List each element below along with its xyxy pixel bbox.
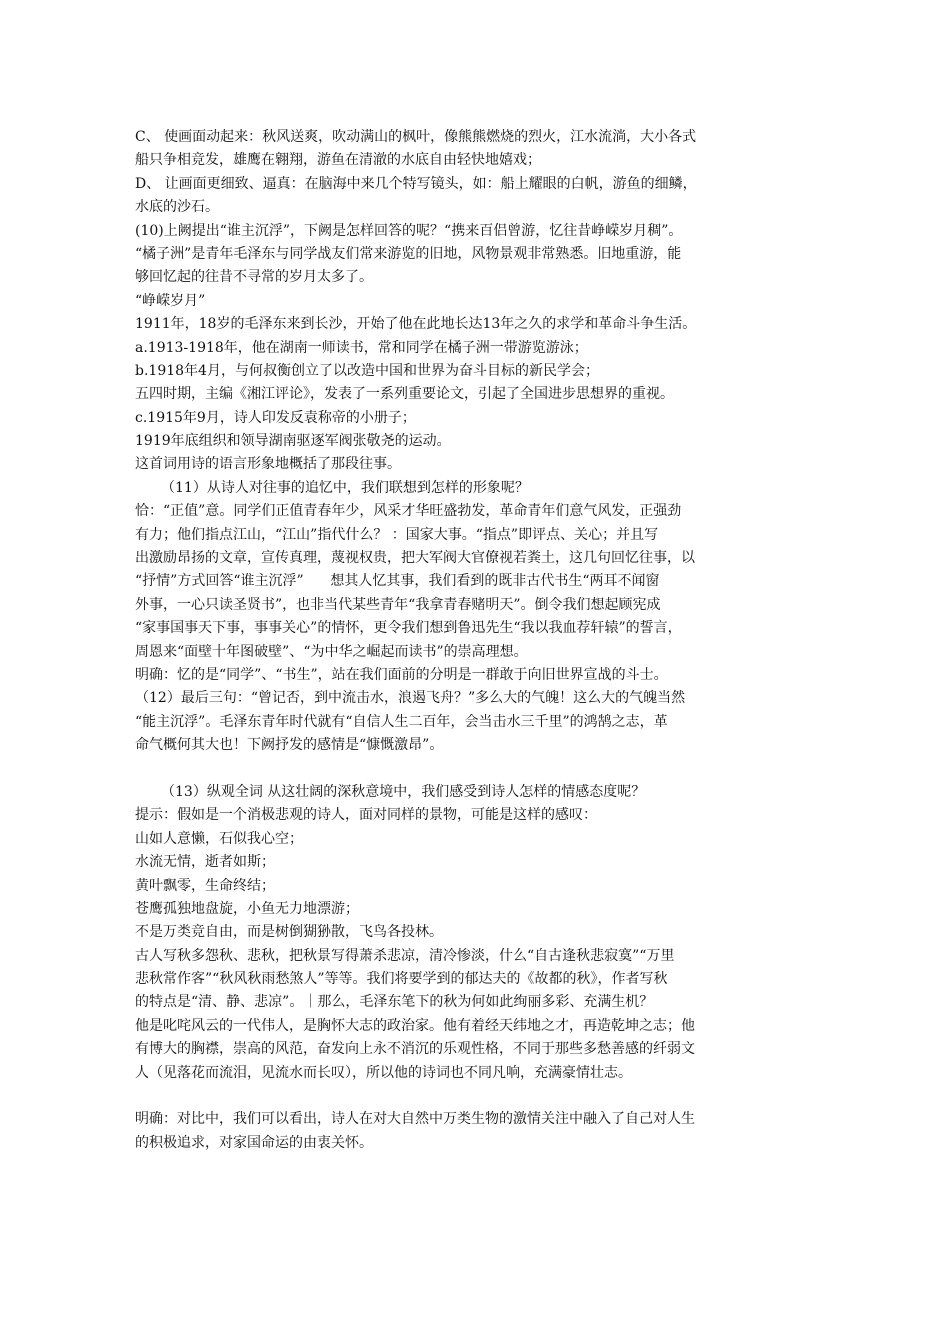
text-line: b.1918年4月，与何叔衡创立了以改造中国和世界为奋斗目标的新民学会； [135,362,599,379]
text-line: 的积极追求，对家国命运的由衷关怀。 [135,1134,373,1151]
text-line: 五四时期，主编《湘江评论》，发表了一系列重要论文，引起了全国进步思想界的重视。 [135,386,674,403]
text-line: (10)上阙提出“谁主沉浮”，下阙是怎样回答的呢？“携来百侣曾游，忆往昔峥嵘岁月稠”。 [135,222,683,239]
text-line: 1919年底组织和领导湖南驱逐军阀张敬尧的运动。 [135,433,451,450]
text-line: 水底的沙石。 [135,199,219,216]
text-line: 提示：假如是一个消极悲观的诗人，面对同样的景物，可能是这样的感叹： [135,807,597,824]
text-line: 苍鹰孤独地盘旋，小鱼无力地漂游； [135,900,359,917]
text-line [135,758,825,781]
text-line: 黄叶飘零，生命终结； [135,877,275,894]
text-line: 1911年，18岁的毛泽东来到长沙，开始了他在此地长达13年之久的求学和革命斗争生活。 [135,316,697,333]
text-line: 明确：忆的是“同学”、“书生”，站在我们面前的分明是一群敢于向旧世界宣战的斗士。 [135,666,668,683]
text-line: 水流无情，逝者如斯； [135,854,275,871]
text-line: c.1915年9月，诗人印发反袁称帝的小册子； [135,409,416,426]
text-line: 外事，一心只读圣贤书”，也非当代某些青年“我拿青春赌明天”。倒令我们想起顾宪成 [135,596,661,613]
text-line: 古人写秋多怨秋、悲秋，把秋景写得萧杀悲凉，清冷惨淡，什么“自古逢秋悲寂寞”“万里 [135,947,675,964]
text-line: “抒情”方式回答“谁主沉浮” 想其人忆其事，我们看到的既非古代书生“两耳不闻窗 [135,573,660,590]
text-line: （12）最后三句：“曾记否，到中流击水，浪遏飞舟？”多么大的气魄！这么大的气魄当然 [135,690,686,707]
text-line: 不是万类竞自由，而是树倒猢狲散，飞鸟各投林。 [135,924,443,941]
text-line: 命气概何其大也！下阙抒发的感情是“慷慨激昂”。 [135,737,444,754]
text-line: （11）从诗人对往事的追忆中，我们联想到怎样的形象呢？ [161,479,529,496]
text-line: a.1913-1918年，他在湖南一师读书，常和同学在橘子洲一带游览游泳； [135,339,588,356]
text-line: 悲秋常作客”“秋风秋雨愁煞人”等等。我们将要学到的郁达夫的《故都的秋》，作者写秋 [135,971,668,988]
text-line: “橘子洲”是青年毛泽东与同学战友们常来游览的旧地，风物景观非常熟悉。旧地重游，能 [135,245,682,262]
text-line [135,1085,825,1108]
text-line: “峥嵘岁月” [135,292,206,309]
text-line: 出激励昂扬的文章，宣传真理，蔑视权贵，把大军阀大官僚视若粪土，这几句回忆往事，以 [135,550,695,567]
text-line: “家事国事天下事，事事关心”的情怀，更令我们想到鲁迅先生“我以我血荐轩辕”的誓言， [135,620,682,637]
text-line: 人（见落花而流泪，见流水而长叹），所以他的诗词也不同凡响，充满豪情壮志。 [135,1064,632,1081]
text-line: 的特点是“清、静、悲凉”。｜那么，毛泽东笔下的秋为何如此绚丽多彩、充满生机？ [135,994,654,1011]
text-line: 这首词用诗的语言形象地概括了那段往事。 [135,456,401,473]
text-line: 够回忆起的往昔不寻常的岁月太多了。 [135,269,373,286]
text-line: 明确：对比中，我们可以看出，诗人在对大自然中万类生物的激情关注中融入了自己对人生 [135,1111,695,1128]
text-line: “能主沉浮”。毛泽东青年时代就有“自信人生二百年，会当击水三千里”的鸿鹄之志，革 [135,713,668,730]
text-line: 有力；他们指点江山，“江山”指代什么？ ：国家大事。“指点”即评点、关心；并且写 [135,526,659,543]
text-line: 周恩来“面壁十年图破壁”、“为中华之崛起而读书”的崇高理想。 [135,643,528,660]
text-line: 他是叱咤风云的一代伟人，是胸怀大志的政治家。他有着经天纬地之才，再造乾坤之志；他 [135,1017,695,1034]
text-line: （13）纵观全词 从这壮阔的深秋意境中，我们感受到诗人怎样的情感态度呢？ [161,783,646,800]
text-line: 船只争相竞发，雄鹰在翱翔，游鱼在清澈的水底自由轻快地嬉戏； [135,152,541,169]
text-line: C、 使画面动起来：秋风送爽，吹动满山的枫叶，像熊熊燃烧的烈火，江水流淌，大小各式 [135,129,697,145]
text-line: 山如人意懒，石似我心空； [135,830,303,847]
text-line: 有博大的胸襟，崇高的风范，奋发向上永不消沉的乐观性格，不同于那些多愁善感的纤弱文 [135,1041,695,1058]
document-page [135,126,825,1155]
text-line: D、 让画面更细致、逼真：在脑海中来几个特写镜头，如：船上耀眼的白帆，游鱼的细鳞， [135,175,697,192]
text-line: 恰：“正值”意。同学们正值青春年少，风采才华旺盛勃发，革命青年们意气风发，正强劲 [135,503,682,520]
